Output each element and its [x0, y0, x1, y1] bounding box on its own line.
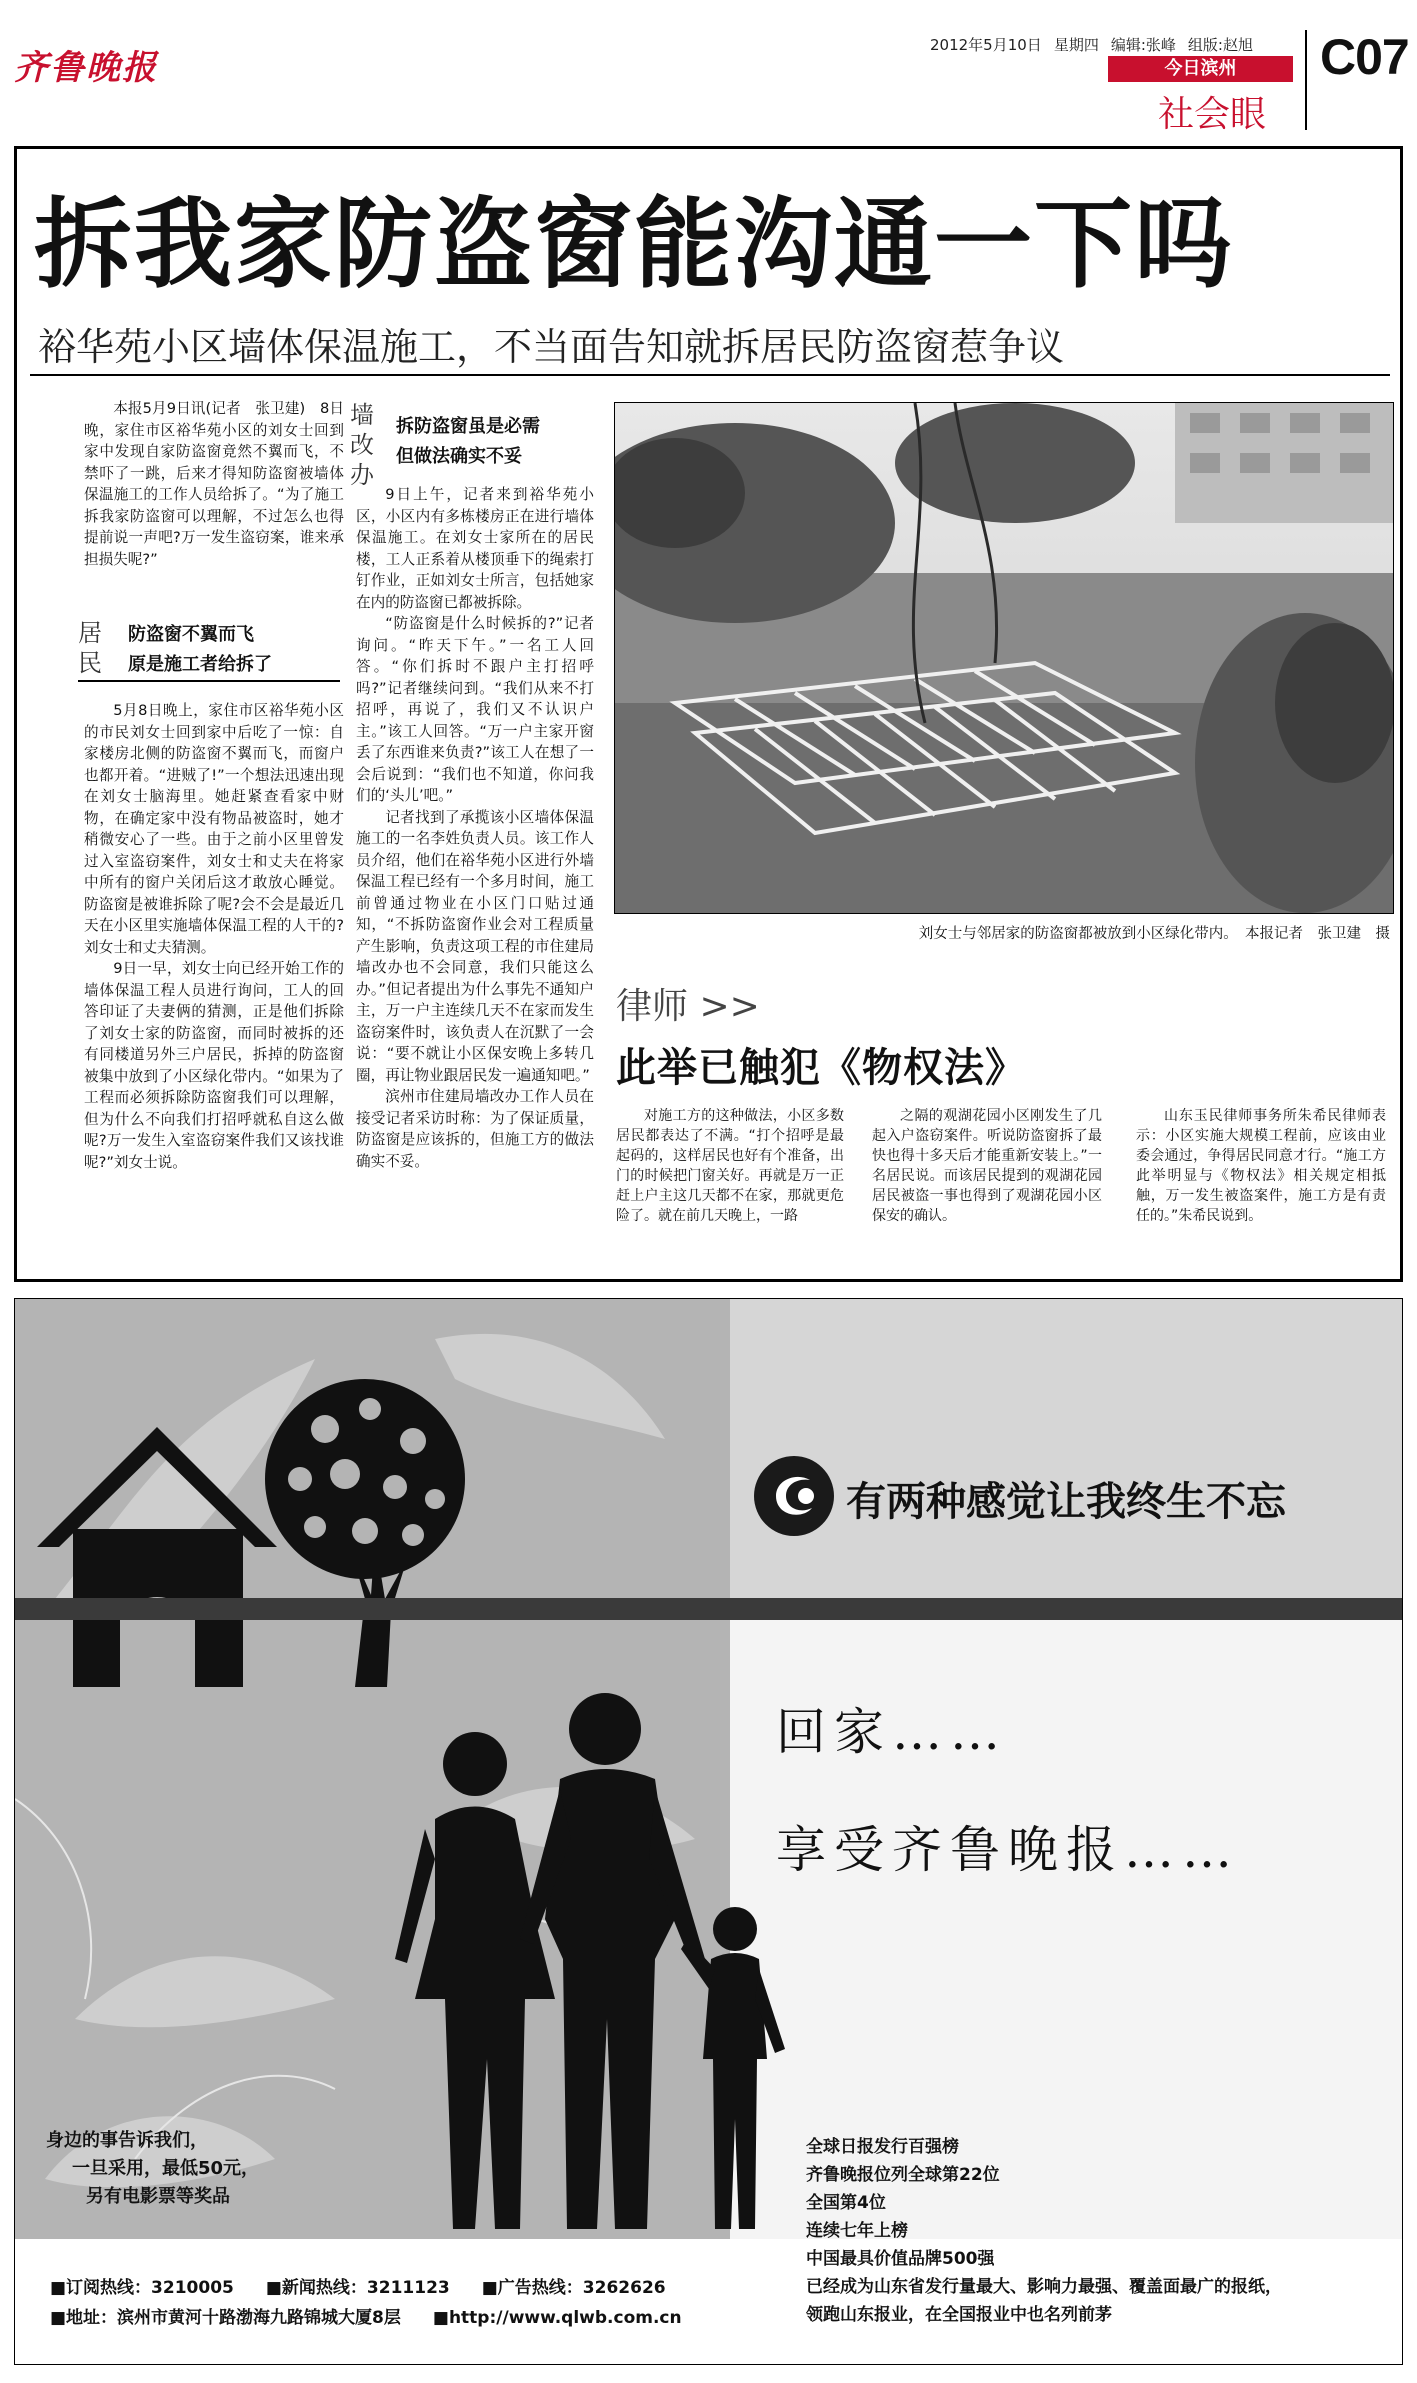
- article-intro: [84, 398, 344, 570]
- ranking-line: 领跑山东报业，在全国报业中也名列前茅: [806, 2305, 1112, 2325]
- section1-tag: 居民: [78, 619, 102, 677]
- contact-row: [50, 2303, 714, 2333]
- lawyer-paragraph: 对施工方的这种做法，小区多数居民都表达了不满。“打个招呼是最起码的，这样居民也好有个准备，出门的时候把门窗关好。再就是万一正赶上户主这几天都不在家，那就更危险了。就在前几天晚上，一路: [616, 1108, 844, 1224]
- article-headline: 拆我家防盗窗能沟通一下吗: [34, 188, 1235, 302]
- ad-note-line: 另有电影票等奖品: [86, 2186, 230, 2207]
- ad-contact-info: [50, 2273, 714, 2333]
- lawyer-section-title: 此举已触犯《物权法》: [616, 1045, 1026, 1091]
- section1-paragraph: 5月8日晚上，家住市区裕华苑小区的市民刘女士回到家中后吃了一惊：自家楼房北侧的防盗窗不翼而飞，而窗户也都开着。“进贼了!”一个想法迅速出现在刘女士脑海里。她赶紧查看家中财物，在确定家中没有物品被盗时，她才稍微安心了一些。由于之前小区里曾发过入室盗窃案件，刘女士和丈夫在将家中所有的窗户关闭后这才敢放心睡觉。防盗窗是被谁拆除了呢?会不会是最近几天在小区里实施墙体保温工程的人干的?刘女士和丈夫猜测。: [84, 702, 344, 956]
- section1-subhead-line1: 防盗窗不翼而飞: [128, 624, 254, 645]
- section2-paragraph: 滨州市住建局墙改办工作人员在接受记者采访时称：为了保证质量，防盗窗是应该拆的，但施工方的做法确实不妥。: [356, 1088, 594, 1170]
- section-name: 社会眼: [1158, 94, 1267, 135]
- ad-note-line: 身边的事告诉我们，: [46, 2130, 208, 2151]
- ad-illustration: [15, 1299, 1402, 2239]
- section2-subhead: [396, 412, 540, 472]
- newspaper-logo-icon: [750, 1452, 838, 1540]
- masthead-logo: 齐鲁晚报: [14, 48, 158, 88]
- subheadline-rule: [30, 374, 1390, 376]
- section1-paragraph: 9日一早，刘女士向已经开始工作的墙体保温工程人员进行询问，工人的回答印证了夫妻俩的猜测，正是他们拆除了刘女士家的防盗窗，而同时被拆的还有同楼道另外三户居民，拆掉的防盗窗被集中放到了小区绿化带内。“如果为了工程而必须拆除防盗窗我们可以理解，但为什么不向我们打招呼就私自这么做呢?万一发生入室盗窃案件我们又该找谁呢?”刘女士说。: [84, 960, 344, 1171]
- news-photo: [614, 402, 1394, 914]
- lawyer-column: [872, 1106, 1102, 1226]
- section2-tag: 墙改办: [350, 401, 374, 489]
- lawyer-column: [616, 1106, 844, 1226]
- issue-date: 2012年5月10日: [930, 36, 1042, 54]
- window-grilles-photo: [615, 403, 1394, 914]
- ranking-line: 连续七年上榜: [806, 2221, 908, 2241]
- issue-weekday: 星期四: [1053, 36, 1099, 54]
- section2-paragraph: 记者找到了承揽该小区墙体保温施工的一名李姓负责人员。该工作人员介绍，他们在裕华苑小区进行外墙保温工程已经有一个多月时间，施工前曾通过物业在小区门口贴过通知，“不拆防盗窗作业会对工程质量产生影响，负责这项工程的市住建局墙改办也不会同意，我们只能这么办。”但记者提出为什么事先不通知户主，万一户主连续几天不在家而发生盗窃案件时，该负责人在沉默了一会说：“要不就让小区保安晚上多转几圈，再让物业跟居民发一遍通知吧。”: [356, 808, 594, 1084]
- layout-credit: 组版:赵旭: [1187, 36, 1253, 54]
- section1-subhead: [128, 620, 272, 680]
- lawyer-paragraph: 山东玉民律师事务所朱希民律师表示：小区实施大规模工程前，应该由业委会通过，争得居民同意才行。“施工方此举明显与《物权法》相关规定相抵触，万一发生被盗案件，施工方是有责任的。”朱希民说到。: [1136, 1108, 1386, 1224]
- ad-reward-note: [46, 2127, 259, 2211]
- ranking-line: 中国最具价值品牌500强: [806, 2249, 995, 2269]
- website-link[interactable]: ■http://www.qlwb.com.cn: [432, 2308, 682, 2328]
- ranking-line: 全国第4位: [806, 2193, 886, 2213]
- contact-row: [50, 2273, 714, 2303]
- article-subheadline: 裕华苑小区墙体保温施工，不当面告知就拆居民防盗窗惹争议: [38, 325, 1065, 369]
- photo-caption: 刘女士与邻居家的防盗窗都被放到小区绿化带内。 本报记者 张卫建 摄: [918, 926, 1390, 942]
- section2-paragraph: 9日上午，记者来到裕华苑小区，小区内有多栋楼房正在进行墙体保温施工。在刘女士家所在的居民楼，工人正系着从楼顶垂下的绳索打钉作业，正如刘女士所言，包括她家在内的防盗窗已都被拆除。: [356, 486, 594, 611]
- section2-subhead-line2: 但做法确实不妥: [396, 446, 522, 467]
- ad-headline: 有两种感觉让我终生不忘: [846, 1479, 1286, 1525]
- tree-icon: [265, 1379, 465, 1687]
- subscribe-hotline: ■订阅热线：3210005: [50, 2278, 234, 2298]
- intro-paragraph: 本报5月9日讯(记者 张卫建) 8日晚，家住市区裕华苑小区的刘女士回到家中发现自家防盗窗竟然不翼而飞，不禁吓了一跳，后来才得知防盗窗被墙体保温施工的工作人员给拆了。“为了施工拆我家防盗窗可以理解，不过怎么也得提前说一声吧?万一发生盗窃案，谁来承担损失呢?”: [84, 400, 344, 568]
- page-number: C07: [1320, 29, 1409, 85]
- section2-body: [356, 484, 594, 1172]
- ad-slogan-line2: 享受齐鲁晚报……: [776, 1821, 1240, 1879]
- section1-rule: [78, 680, 340, 682]
- lawyer-paragraph: 之隔的观湖花园小区刚发生了几起入户盗窃案件。听说防盗窗拆了最快也得十多天后才能重新安装上。”一名居民说。而该居民提到的观湖花园居民被盗一事也得到了观湖花园小区保安的确认。: [872, 1108, 1102, 1224]
- ad-divider-band: [15, 1598, 1402, 1620]
- region-label: 今日滨州: [1108, 56, 1293, 82]
- family-silhouette: [395, 1693, 785, 2229]
- lawyer-section-label: 律师 >>: [616, 986, 760, 1027]
- issue-meta: [930, 34, 1265, 55]
- lawyer-column: [1136, 1106, 1386, 1226]
- ranking-line: 全球日报发行百强榜: [806, 2137, 959, 2157]
- section2-subhead-line1: 拆防盗窗虽是必需: [396, 416, 540, 437]
- section1-body: [84, 700, 344, 1173]
- ad-note-line: 一旦采用，最低50元，: [72, 2158, 260, 2179]
- advert-hotline: ■广告热线：3262626: [481, 2278, 666, 2298]
- section1-subhead-line2: 原是施工者给拆了: [128, 654, 272, 675]
- ad-ranking-list: [806, 2133, 1282, 2329]
- header-divider: [1305, 30, 1307, 130]
- editor-credit: 编辑:张峰: [1110, 36, 1176, 54]
- section2-paragraph: “防盗窗是什么时候拆的?”记者询问。“昨天下午。”一名工人回答。“你们拆时不跟户主打招呼吗?”记者继续问到。“我们从来不打招呼，再说了，我们又不认识户主。”该工人回答。“万一户主家开窗丢了东西谁来负责?”该工人在想了一会后说到：“我们也不知道，你问我们的‘头儿’吧。”: [356, 615, 594, 804]
- ad-slogan-line1: 回家……: [776, 1703, 1008, 1761]
- news-hotline: ■新闻热线：3211123: [265, 2278, 450, 2298]
- office-address: ■地址：滨州市黄河十路渤海九路锦城大厦8层: [50, 2308, 401, 2328]
- ranking-line: 已经成为山东省发行量最大、影响力最强、覆盖面最广的报纸，: [806, 2277, 1282, 2297]
- ranking-line: 齐鲁晚报位列全球第22位: [806, 2165, 1000, 2185]
